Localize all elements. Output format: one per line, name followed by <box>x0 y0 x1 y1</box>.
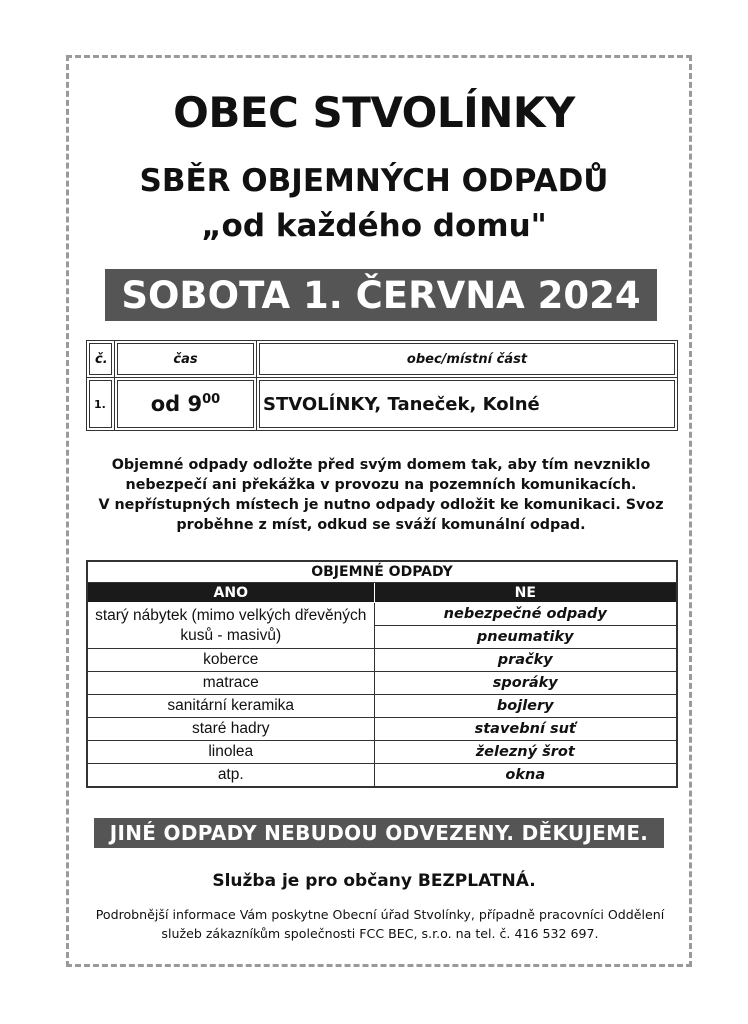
table-row <box>87 718 677 741</box>
notice-text <box>86 455 676 535</box>
schedule-row <box>87 378 678 431</box>
municipality-title: OBEC STVOLÍNKY <box>173 88 575 137</box>
waste-table-caption: OBJEMNÉ ODPADY <box>87 561 677 583</box>
table-row <box>87 764 677 788</box>
col-no-header: NE <box>374 583 677 603</box>
schedule-header-row <box>87 341 678 378</box>
event-subtitle: „od každého domu" <box>201 208 547 244</box>
schedule-time-minutes: 00 <box>202 392 221 407</box>
table-row <box>87 603 677 626</box>
no-item: okna <box>374 764 677 788</box>
no-item: nebezpečné odpady <box>374 603 677 626</box>
no-item: bojlery <box>374 695 677 718</box>
col-yes-header: ANO <box>87 583 374 603</box>
schedule-header-number: č. <box>87 341 115 378</box>
no-item: pračky <box>374 649 677 672</box>
no-item: stavební suť <box>374 718 677 741</box>
yes-item: sanitární keramika <box>87 695 374 718</box>
bottom-banner: JINÉ ODPADY NEBUDOU ODVEZENY. DĚKUJEME. <box>94 818 664 848</box>
yes-item: matrace <box>87 672 374 695</box>
event-title: SBĚR OBJEMNÝCH ODPADŮ <box>139 163 609 199</box>
schedule-row-place: STVOLÍNKY, Taneček, Kolné <box>257 378 678 431</box>
table-row <box>87 649 677 672</box>
no-item: železný šrot <box>374 741 677 764</box>
schedule-header-time: čas <box>115 341 257 378</box>
table-row <box>87 741 677 764</box>
notice-paragraph-1: Objemné odpady odložte před svým domem tak, aby tím nevzniklo nebezpečí ani překážka v provozu na pozemních komunikacích. <box>111 457 651 493</box>
waste-table-header-row <box>87 583 677 603</box>
table-row <box>87 672 677 695</box>
schedule-header-place: obec/místní část <box>257 341 678 378</box>
no-item: sporáky <box>374 672 677 695</box>
yes-item: atp. <box>87 764 374 788</box>
contact-info: Podrobnější informace Vám poskytne Obecní úřad Stvolínky, případně pracovníci Oddělení služeb zákazníkům společnosti FCC BEC, s.r.o. na tel. č. 416 532 697. <box>95 907 665 941</box>
table-row <box>87 695 677 718</box>
notice-paragraph-2: V nepřístupných místech je nutno odpady odložit ke komunikaci. Svoz proběhne z míst, odkud se sváží komunální odpad. <box>98 497 664 533</box>
schedule-table <box>86 340 678 431</box>
schedule-time-text: od 9 <box>150 392 203 416</box>
yes-item: koberce <box>87 649 374 672</box>
schedule-row-number: 1. <box>87 378 115 431</box>
no-item: pneumatiky <box>374 626 677 649</box>
free-service-text: Služba je pro občany BEZPLATNÁ. <box>212 871 536 891</box>
yes-item: starý nábytek (mimo velkých dřevěných kusů - masivů) <box>87 603 374 649</box>
schedule-row-time <box>115 378 257 431</box>
waste-table-caption-row <box>87 561 677 583</box>
yes-item: staré hadry <box>87 718 374 741</box>
yes-item: linolea <box>87 741 374 764</box>
waste-table <box>86 560 678 788</box>
date-banner: SOBOTA 1. ČERVNA 2024 <box>105 269 657 321</box>
